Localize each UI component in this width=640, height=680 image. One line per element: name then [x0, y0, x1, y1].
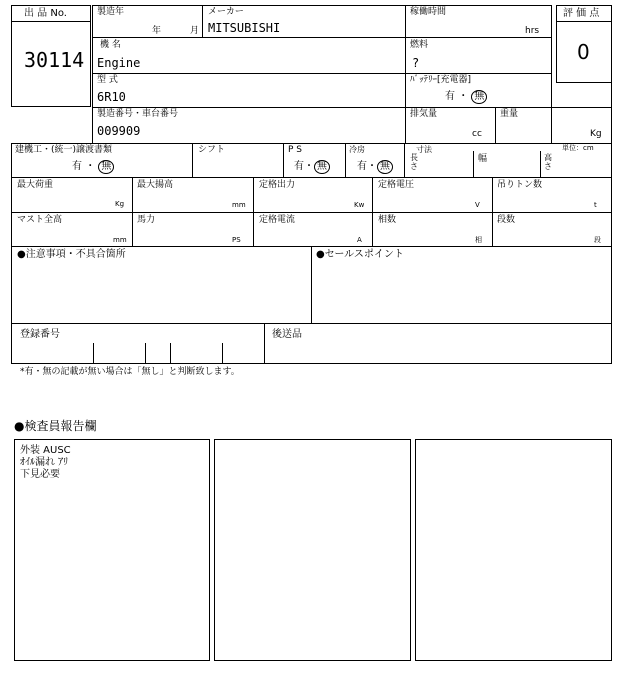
width-label: 幅 — [478, 154, 488, 164]
ps-yes: 有 — [294, 161, 304, 172]
serial-value: 009909 — [97, 124, 141, 138]
fuel-label: 燃料 — [410, 40, 429, 50]
machine-name-label: 機 名 — [100, 40, 121, 50]
max-load-unit: Kg — [115, 200, 125, 208]
machine-name-value: Engine — [97, 56, 141, 70]
battery-yes: 有 — [445, 91, 455, 102]
max-lift-unit: mm — [232, 201, 246, 209]
mast-height-label: マスト全高 — [17, 215, 63, 225]
hoist-tonnage-label: 吊りトン数 — [497, 180, 543, 190]
ps-options — [294, 160, 330, 174]
main-info-grid — [92, 5, 552, 144]
displacement-label: 排気量 — [410, 109, 438, 119]
battery-label: ﾊﾞｯﾃﾘｰ[充電器] — [410, 75, 472, 85]
inspector-box-2 — [214, 439, 411, 661]
ps-dot: ・ — [304, 161, 314, 172]
rated-current-unit: A — [357, 236, 362, 244]
model-type-value: 6R10 — [97, 90, 126, 104]
rated-current-label: 定格電流 — [259, 215, 296, 225]
inspector-box-3 — [415, 439, 612, 661]
shift-label: シフト — [198, 145, 226, 155]
ps-no-circled: 無 — [314, 160, 330, 174]
fuel-value: ? — [412, 56, 420, 70]
weight-label: 重量 — [500, 109, 519, 119]
ac-options — [357, 160, 393, 174]
rated-voltage-label: 定格電圧 — [378, 180, 415, 190]
cert-docs-options — [72, 160, 114, 174]
year-unit: 年 — [152, 26, 162, 36]
spec-grid — [11, 143, 612, 247]
hours-label: 稼働時間 — [410, 7, 447, 17]
lot-no-label: 出 品 No. — [24, 8, 67, 19]
inspector-notes-1: 外装 AUSC ｵｲﾙ漏れ ｱﾘ 下見必要 — [20, 445, 71, 480]
inspector-box-1 — [14, 439, 210, 661]
rated-output-unit: Kw — [354, 201, 365, 209]
model-type-label: 型 式 — [97, 75, 118, 85]
footnote: *有・無の記載が無い場合は「無し」と判断致します。 — [20, 367, 240, 377]
maker-label: メーカー — [208, 7, 244, 17]
horsepower-unit: PS — [232, 236, 241, 244]
inspector-title: ●検査員報告欄 — [14, 419, 97, 433]
cert-yes: 有 — [72, 161, 82, 172]
ps-label: P S — [288, 145, 303, 155]
hours-unit: hrs — [525, 26, 540, 36]
mast-height-unit: mm — [113, 236, 127, 244]
score-value: 0 — [577, 40, 590, 64]
height-label: 高 さ — [544, 153, 552, 171]
rated-output-label: 定格出力 — [259, 180, 296, 190]
ac-yes: 有 — [357, 161, 367, 172]
sales-points-label: ●セールスポイント — [316, 249, 404, 260]
length-label: 長 さ — [410, 153, 418, 171]
hoist-tonnage-unit: t — [594, 201, 597, 209]
cert-no-circled: 無 — [98, 160, 114, 174]
dimensions-label: 寸法 — [416, 145, 432, 154]
battery-options — [445, 90, 487, 104]
registration-number-label: 登録番号 — [20, 329, 60, 340]
phase-count-unit: 相 — [475, 236, 482, 244]
steps-label: 段数 — [497, 215, 516, 225]
ac-dot: ・ — [367, 161, 377, 172]
battery-no-circled: 無 — [471, 90, 487, 104]
cert-docs-label: 建機工・(統一)譲渡書類 — [15, 145, 113, 155]
rated-voltage-unit: V — [475, 201, 480, 209]
dimensions-unit: 単位：cm — [562, 144, 594, 152]
score-label: 評 価 点 — [563, 8, 600, 19]
battery-dot: ・ — [458, 91, 469, 102]
ac-label: 冷房 — [349, 145, 365, 154]
maker-value: MITSUBISHI — [208, 21, 281, 35]
year-label: 製造年 — [97, 7, 125, 17]
displacement-unit: cc — [472, 129, 482, 139]
max-load-label: 最大荷重 — [17, 180, 54, 190]
steps-unit: 段 — [594, 236, 601, 244]
weight-unit: Kg — [590, 129, 602, 139]
serial-label: 製造番号・車台番号 — [97, 109, 179, 119]
phase-count-label: 相数 — [378, 215, 397, 225]
ac-no-circled: 無 — [377, 160, 393, 174]
caution-label: ●注意事項・不具合箇所 — [17, 249, 126, 260]
registration-section — [11, 323, 612, 364]
month-unit: 月 — [190, 26, 200, 36]
lot-no-value: 30114 — [24, 48, 85, 72]
horsepower-label: 馬力 — [137, 215, 156, 225]
max-lift-label: 最大揚高 — [137, 180, 174, 190]
cert-dot: ・ — [85, 161, 96, 172]
shipping-items-label: 後送品 — [272, 329, 302, 340]
